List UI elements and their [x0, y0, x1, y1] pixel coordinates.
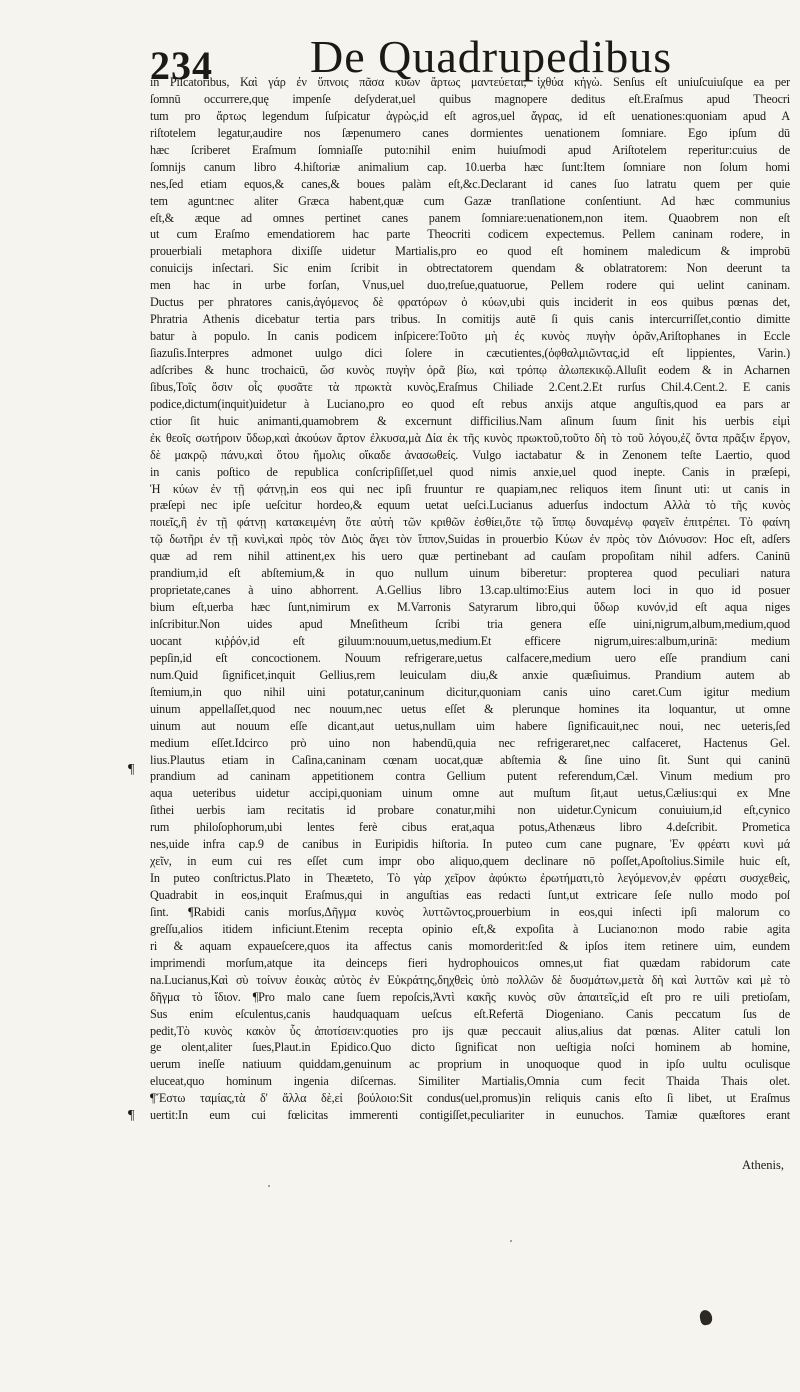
text-line: uerum ineſſe natiuum quiddam,genuinum ac proprium in unoquoque quod in ipſo uultu oculisque: [150, 1057, 790, 1072]
text-line: in canis poſtico de republica conſcripſiſſet,uel quod nimis anxie,uel quod inepte. Canis in præſepi,: [150, 464, 790, 479]
text-line: Quadrabit in eos,inquit Eraſmus,qui in anguſtias eas redacti ſunt,ut extricare ſeſe nullo modo poſ: [150, 888, 790, 902]
text-line: ge olent,aliter ſues,Plaut.in Epidico.Quo dicto ſignificat non ueſtigia noſci hominem ab homine,: [150, 1040, 790, 1055]
text-line: greſſu,alios itidem inficiunt.Etenim recepta opinio eſt,& expoſita à Luciano:non modo rabie agita: [150, 921, 790, 936]
text-line: ἐκ θεοῖς σωτήροιν ὕδωρ,καὶ ἀκούων ἄρτον ἐλκυσα,μὰ Δία ἐκ τῆς κυνὸς πρωκτοῦ,τοῦτο δὴ τὸ τοῦ λόγου,ἐζ ὄντα πρᾶξιν ἔργον,: [150, 430, 790, 445]
marginal-mark: ¶: [128, 1108, 135, 1123]
text-line: aqua ueteribus uidetur accipi,quoniam uinum omne aut muſtum ſit,aut uetus,Cælius:qui ex Mne: [150, 786, 790, 801]
text-line: hæc ſcriberet Eraſmum ſomniaſſe puto:nihil enim huiuſmodi apud Ariſtotelem reperitur:cuius de: [150, 142, 790, 157]
text-line: tum pro ἄρτως legendum ſuſpicatur ἀγρὼς,id eſt agros,uel ἄγρας, id eſt uenationes:quoniam apud A: [150, 108, 790, 123]
body-text: [150, 74, 790, 1156]
text-line: ſomnijs canum libro 4.hiſtoriæ animalium cap. 10.uerba hæc ſunt:Item ſomniare non ſolum homi: [150, 159, 790, 174]
text-line: inſcribitur.Non uides apud Mneſitheum ſcribi tria genera eſſe uini,nigrum,album,medium,quod: [150, 617, 790, 631]
text-line: num.Quid ſignificet,inquit Gellius,rem leuiculam diu,& anxie quæſiuimus. Prandium autem ab: [150, 667, 790, 682]
text-line: tem agunt:nec aliter Græca habent,quæ cum Gazæ tranſlatione conſentiunt. Ad hæc communius: [150, 193, 790, 208]
catchword: Athenis,: [741, 1158, 784, 1172]
text-line: præſepi nec ipſe ueſcitur hordeo,& equum uetat ueſci.Lucianus aduerſus indoctum Αλλὰ τὸ τῆς κυνὸς: [150, 498, 790, 513]
text-line: in Piſcatoribus, Καὶ γάρ ἐν ὕπνοις πᾶσα κύων ἄρτως μαντεύεται, ἰχθύα κἠγὼ. Senſus eſt uniuſcuiuſque ea per: [150, 75, 790, 89]
ink-speck: [510, 1240, 512, 1242]
ink-speck: [268, 1185, 270, 1187]
text-line: prandium ad caninam appetitionem contra Gellium putent referendum,Cæl. Vinum medium pro: [150, 769, 790, 784]
text-line: rum philoſophorum,ubi lentes ferè cibus erat,aqua potus,Athenæus libro 4.deſcribit. Prometica: [150, 820, 790, 835]
text-line: ut cum Eraſmo emendatiorem hac parte Theocriti codicem expectemus. Pellem caninam rodere, in: [150, 227, 790, 242]
text-line: quæ ad rem nihil attinent,ex his uero quæ pertinebant ad cauſam propoſitam nihil adfers. Caninū: [150, 549, 790, 564]
text-line: Ἡ κύων ἐν τῇ φάτνῃ,in eos qui nec ipſi fruuntur re quapiam,nec reliquos item ſinunt uti: ut canis in: [150, 481, 790, 496]
running-head-title: De Quadrupedibus: [310, 31, 673, 82]
text-line: ſithei uerbis iam recitatis id probare conatur,mihi non uidetur.Cynicum conuiuium,id eſt,cynico: [150, 803, 790, 818]
text-line: na.Lucianus,Καὶ σὺ τοίνυν ἐοικὰς αὐτὸς ἐν Εὐκράτης,δηχθεὶς ὑπὸ πολλῶν δὲ δυσμάτων,μετὰ δὴ καὶ λυττῶν καὶ μὲ τὸ: [150, 972, 790, 987]
text-line: eluceat,quo hominum ingenia diſcernas. Similiter Martialis,Omnia cum fecit Thaida Thais olet.: [150, 1074, 790, 1089]
text-line: pepſin,id eſt concoctionem. Nouum refrigerare,uetus calfacere,medium uero eſſe prandium cani: [150, 650, 790, 665]
text-line: podice,dictum(inquit)uidetur à Luciano,pro eo quod eſt rebus anxijs atque anguſtis,quod ea pars ar: [150, 396, 790, 411]
text-line: δῆγμα τὸ ἴδιον. ¶Pro malo cane ſuem repoſcis,Ἀντὶ κακῆς κυνὸς σῦν ἀπαιτεῖς,id eſt pro re uili pretioſam,: [150, 989, 790, 1004]
text-line: men hac in urbe forſan, Vnus,uel duo,treſue,quatuorue, Pellem rodere qui uelint caninam.: [150, 278, 790, 293]
text-line: lius.Plautus etiam in Caſina,caninam cœnam uocat,quæ abſtemia & ſine uino ſit. Sunt qui caninū: [150, 752, 790, 767]
text-line: eſt,& æque ad omnes pertinet canes panem ſomniare:uenationem,non item. Quaobrem non eſt: [150, 210, 790, 225]
text-line: prouerbiali metaphora dixiſſe uidetur Martialis,pro eo quod eſt hominem maledicum & improbū: [150, 244, 790, 259]
text-line: medium eſſet.Idcirco prò uino non habendū,quia nec refrigeraret,nec calfaceret, Hactenus Gel.: [150, 735, 790, 750]
text-line: ¶Ἔστω ταμίας,τὰ δ' ἄλλα δὲ,εἰ βούλοιο:Sit condus(uel,promus)in reliquis canis eſto ſi libet, ut Eraſmus: [150, 1091, 790, 1106]
text-line: prandium,id eſt abſtemium,& in quo nullum uinum biberetur: propterea quod peculiari natura: [150, 566, 790, 581]
text-line: ſint. ¶Rabidi canis morſus,Δῆγμα κυνὸς λυττῶντος,prouerbium in eos,qui inſecti ipſi malorum co: [150, 904, 790, 919]
ink-blot: [699, 1309, 713, 1326]
text-line: uinum appellaſſet,quod nec nouum,nec uetus eſſet & plerunque homines ita loquantur, ut omne: [150, 701, 790, 716]
text-line: pedit,Τὸ κυνὸς κακὸν ὗς ἀποτίσειν:quoties pro ijs quæ peccauit alius,alius dat pœnas. Aliter catuli lon: [150, 1023, 790, 1038]
text-line: Sus enim eſculentus,canis haudquaquam ueſcus eſt.Refertā Diogeniano. Canis peccatum ſus de: [150, 1006, 790, 1021]
text-line: ſiazuſis.Interpres admonet uulgo dici ſolere in cæcutientes,(ὀφθαλμιῶντας,id eſt lippientes, Varin.): [150, 346, 790, 360]
text-line: nes,uide infra cap.9 de canibus in Euripidis hiſtoria. In puteo cum cane pugnare, Ἐν φρέατι κυνὶ μά: [150, 837, 790, 852]
text-line: χεῖν, in eum cui res eſſet cum impr obo aliquo,quem declinare nō poſſet,Apoſtolius.Simile huic eſt,: [150, 854, 790, 869]
text-line: batur à populo. In canis podicem inſpicere:Τοῦτο μὴ ἐς κυνὸς πυγὴν ὁρᾶν,Ariſtophanes in Eccle: [150, 329, 790, 344]
text-line: ſtemium,in quo nihil uini potatur,caninum dicitur,quoniam canis uino caret.Cum igitur medium: [150, 684, 790, 699]
text-line: conuicijs inſectari. Sic enim ſcribit in obtrectatorem quendam & oblatratorem: Non deerunt ta: [150, 261, 790, 276]
text-line: ποιεῖς,ἣ ἐν τῇ φάτνῃ κατακειμένη ὅτε αὐτὴ τῶν κριθῶν ἐσθίει,ὅτε τῷ ἵππῳ δυναμένῳ φαγεῖν ἐπιτρέπει. Τὸ φαίνη: [150, 515, 790, 530]
marginal-mark: ¶: [128, 762, 135, 777]
text-line: uocant κιῤῥόν,id eſt giluum:nouum,uetus,medium.Et efficere nigrum,uires:album,urinā: medium: [150, 633, 790, 648]
text-line: ctior ſit huic animanti,quamobrem & excernunt difficilius.Nam aſinum ſuum ſinit his uerbis εἰμὶ: [150, 413, 790, 428]
text-line: bium eſt,uerba hæc ſunt,nimirum ex M.Varronis Satyrarum libro,qui ὕδωρ κυνόν,id eſt aqua niges: [150, 600, 790, 615]
text-line: adſcribes & hunc trochaicū, ὥσ κυνὸς πυγὴν ὁρᾶ βίω, καὶ τρόπῳ ἀλωπεκικῷ.Alluſit eodem & in Acharnen: [150, 362, 790, 377]
text-line: nes,ſed etiam equos,& canes,& boues palàm eſt,&c.Declarant id canes ſuo latratu quem per quie: [150, 176, 790, 191]
text-line: τῷ δωτῆρι ἐν τῇ κυνὶ,καὶ πρὸς τὸν Διὸς ἄγει τὸν ἵππον,Suidas in prouerbio Κύων ἐν πρὸς τὸν Διόνυσον: Hoc eſt, adſers: [150, 532, 790, 547]
text-line: uertit:In eum cui fœlicitas immerenti contigiſſet,peculiariter in eunuchos. Tamiæ quæſtores erant: [150, 1108, 790, 1123]
text-line: ri & aquam expaueſcere,quos ita affectus canis momorderit:ſed & ipſos item retinere uim, eundem: [150, 938, 790, 953]
text-line: ſomnū occurrere,quę impenſe deſyderat,uel quibus magnopere deditus eſt.Eraſmus apud Theocri: [150, 91, 790, 106]
text-line: Phratria Athenis dicebatur tertia pars tribus. In comitijs autē ſi quis canis intercurriſſet,contio dimitte: [150, 312, 790, 327]
text-line: δὲ μακρῷ πάνυ,καὶ ὅτου ἤμολις οἴκαδε ἀνασωθείς. Vulgo iactabatur & in Zenonem teſte Laertio, quod: [150, 447, 790, 462]
text-line: Ductus per phratores canis,ἀγόμενος δὲ φρατόρων ὁ κύων,ubi quis inciderit in eos quibus pœnas det,: [150, 295, 790, 310]
text-line: riſtotelem legatur,audire nos ſæpenumero canes dormientes uenationem ſomniare. Ego ipſum dū: [150, 125, 790, 140]
text-line: ſibus,Τοῖς ὄσιν οἷς φυσᾶτε τὰ πρωκτὰ κυνὸς,Eraſmus Chiliade 2.Cent.2.Et rurſus Chil.4.Cent.2. E canis: [150, 379, 790, 394]
text-line: proprietate,canes à uino abhorrent. A.Gellius libro 13.cap.ultimo:Eius autem loci in quo id posuer: [150, 583, 790, 598]
text-line: In puteo conſtrictus.Plato in Theæteto, Τὸ γὰρ χεῖρον ἀφύκτω ἐρωτήματι,τὸ λεγόμενον,ἐν φρέατι συσχεθεὶς,: [150, 871, 790, 886]
text-line: imprimendi morſum,atque ita deinceps fieri hydrophouicos omnes,ut fiat quædam rabidorum cate: [150, 955, 790, 970]
page-number: 234: [150, 43, 213, 88]
text-line: uinum aut nouum eſſe dicant,aut uetus,nullam uim habere ſignificauit,nec noui, nec ueteris,ſed: [150, 718, 790, 733]
